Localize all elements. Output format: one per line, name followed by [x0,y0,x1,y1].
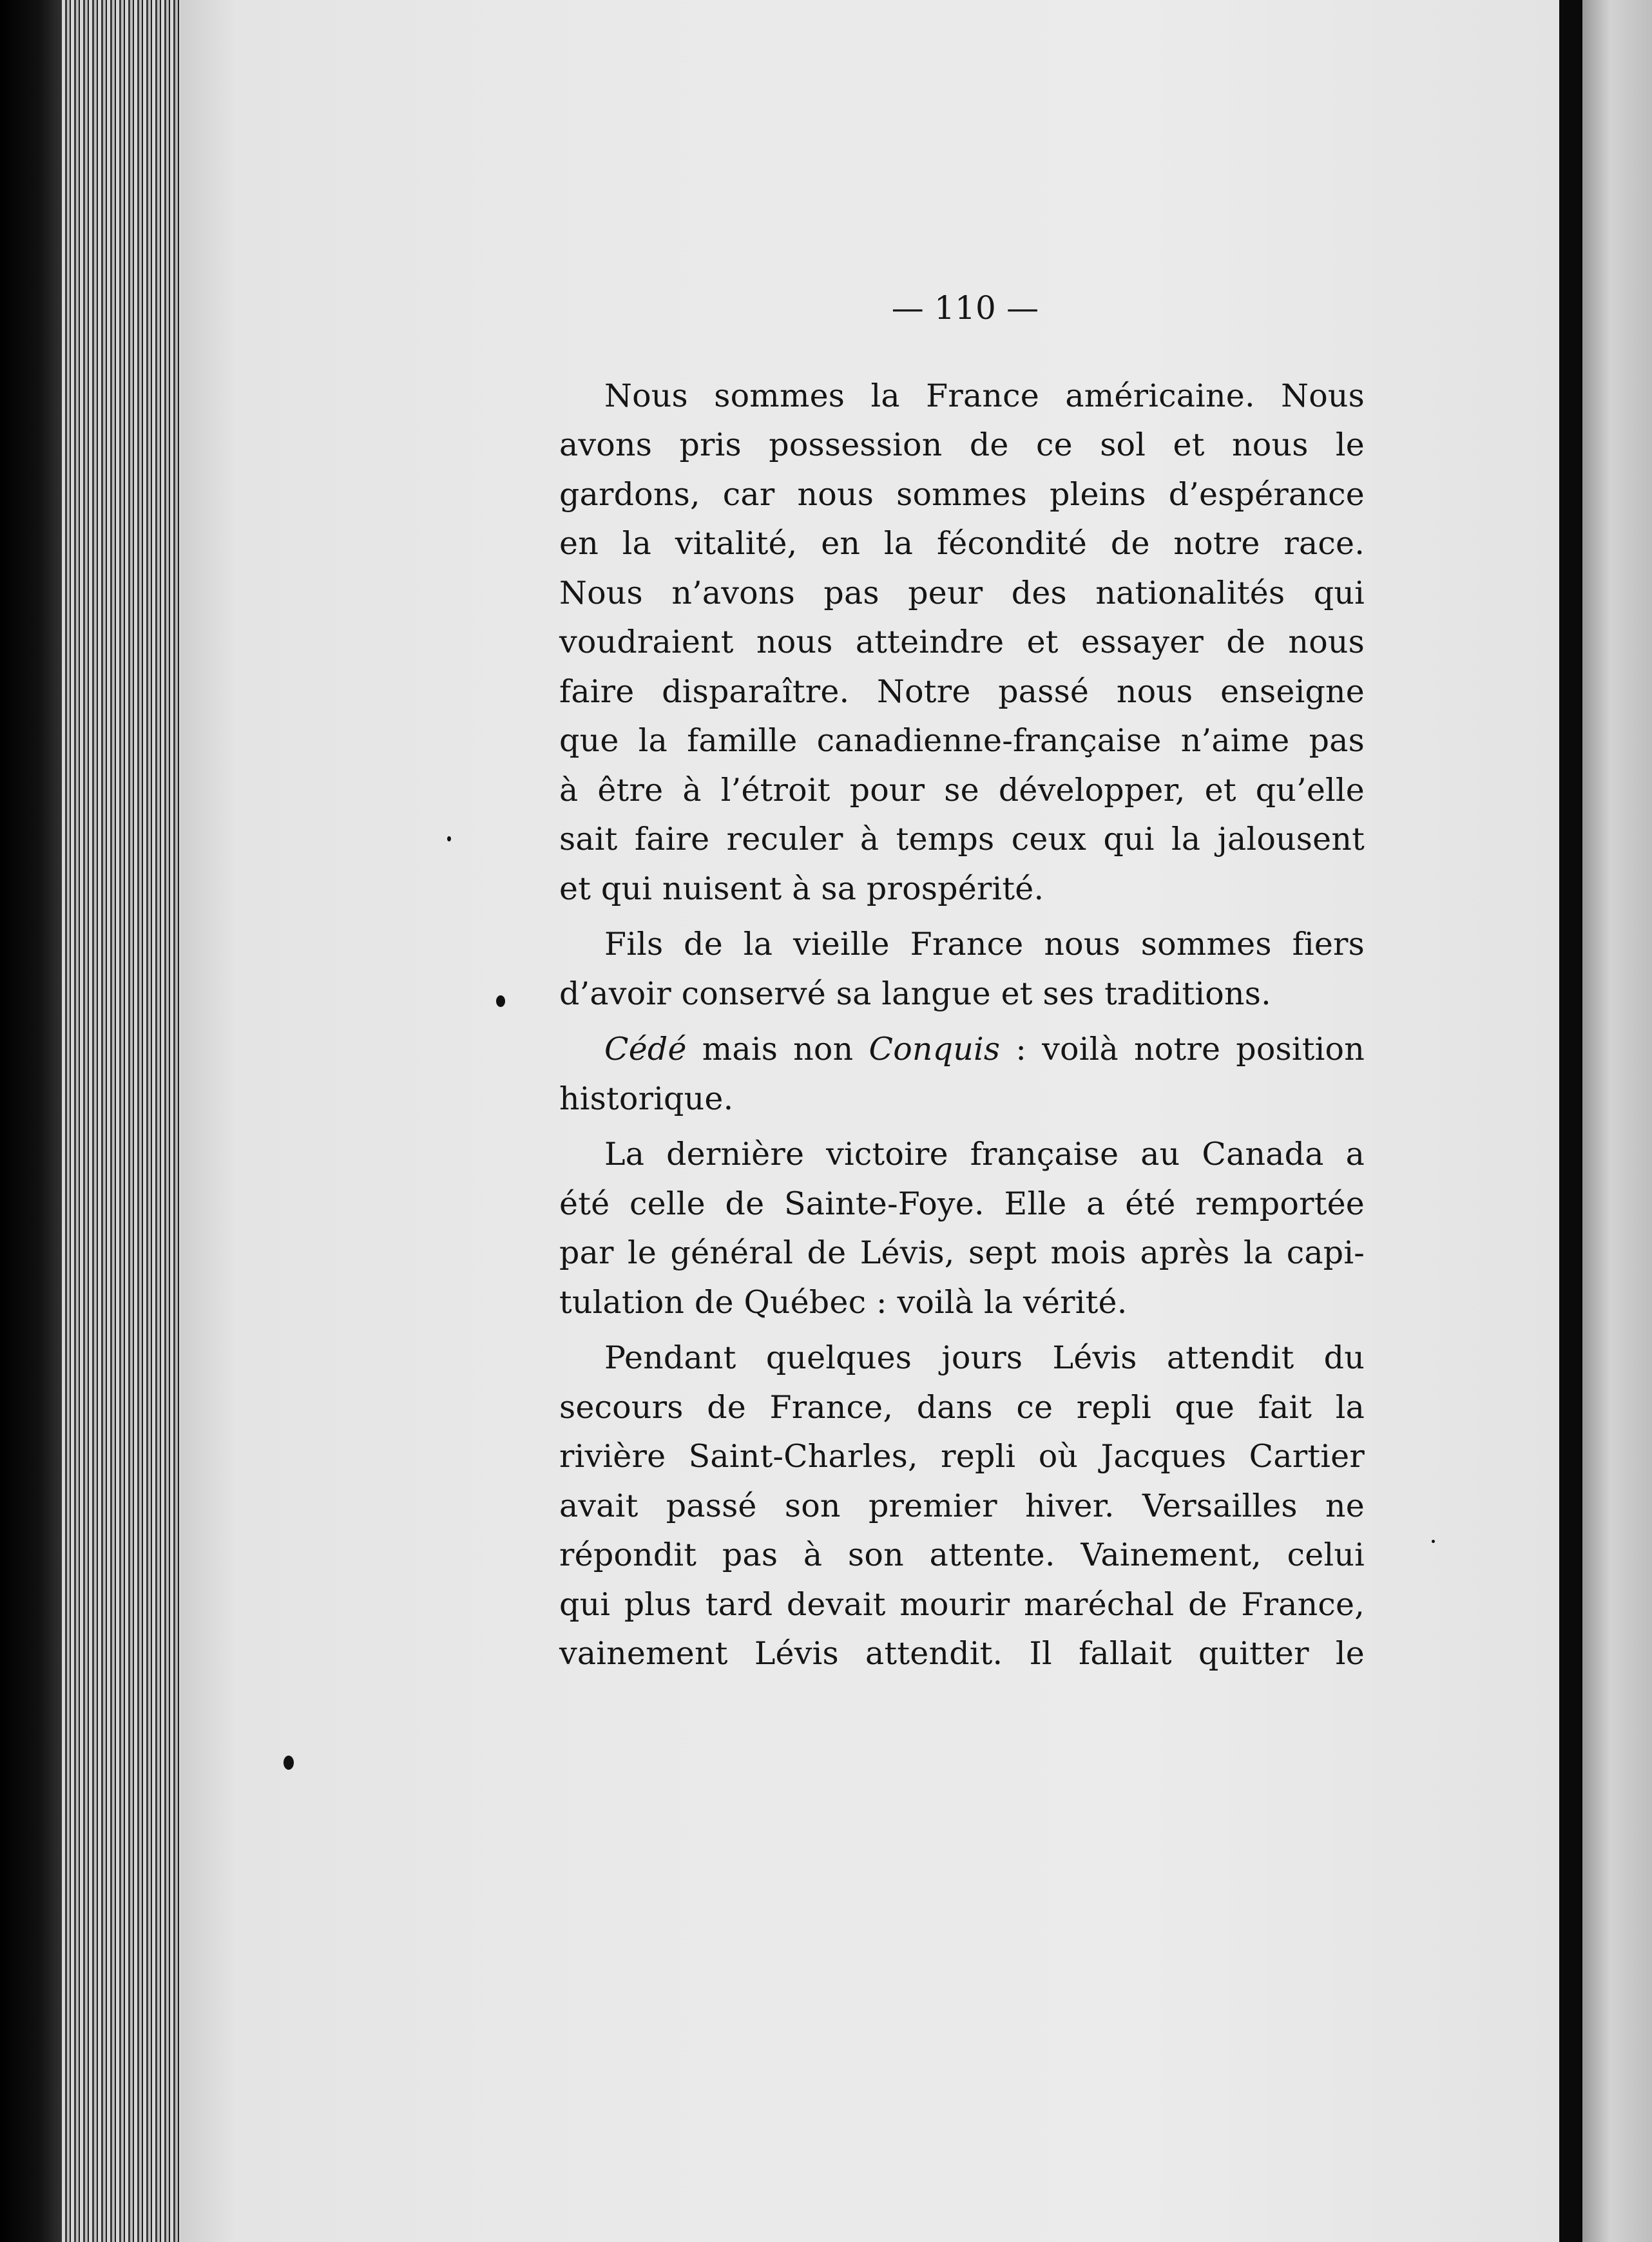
page-edges [62,0,184,2242]
text-line: vainement Lévis attendit. Il fallait quitter le [559,1635,1365,1672]
paragraph-2 [559,920,1365,1019]
text-line: sait faire reculer à temps ceux qui la jalousent [559,821,1365,858]
text-line: historique. [559,1080,734,1117]
text-line: et qui nuisent à sa prospérité. [559,870,1044,907]
text-line: tulation de Québec : voilà la vérité. [559,1283,1128,1321]
text-line: d’avoir conservé sa langue et ses traditions. [559,975,1271,1012]
right-fold [1559,0,1582,2242]
page-number: — 110 — [891,289,1039,327]
text-line: faire disparaître. Notre passé nous enseigne [559,673,1365,710]
text-line [559,1025,1365,1075]
text-line: rivière Saint-Charles, repli où Jacques Cartier [559,1438,1365,1475]
scan-speck [283,1756,294,1770]
text-line: par le général de Lévis, sept mois après la capi- [559,1234,1365,1271]
paragraph-5 [559,1334,1365,1679]
facing-page-edge [1582,0,1652,2242]
text-line: voudraient nous atteindre et essayer de nous [559,624,1365,660]
text-line: secours de France, dans ce repli que fait la [559,1388,1365,1426]
text-line: La dernière victoire française au Canada a [604,1136,1365,1173]
text-fragment: : voilà notre position [1000,1031,1365,1068]
text-line: Pendant quelques jours Lévis attendit du [604,1339,1365,1376]
text-line: à être à l’étroit pour se développer, et qu’elle [559,771,1365,809]
scan-speck [496,995,505,1007]
text-line: répondit pas à son attente. Vainement, celui [559,1537,1365,1573]
italic-text: Cédé [604,1031,687,1068]
text-line: été celle de Sainte-Foye. Elle a été remportée [559,1185,1365,1222]
text-line: Fils de la vieille France nous sommes fiers [604,926,1365,963]
text-line: Nous n’avons pas peur des nationalités qui [559,574,1365,611]
text-line: Nous sommes la France américaine. Nous [604,377,1365,414]
text-fragment: mais non [686,1031,869,1068]
text-line: que la famille canadienne-française n’aime pas [559,722,1365,759]
paragraph-3 [559,1025,1365,1124]
scan-speck [447,836,451,841]
paragraph-4 [559,1130,1365,1327]
text-line: en la vitalité, en la fécondité de notre race. [559,525,1365,562]
text-line: qui plus tard devait mourir maréchal de France, [559,1586,1365,1623]
paragraph-1 [559,372,1365,914]
text-block [559,283,1365,1685]
text-line: avons pris possession de ce sol et nous le [559,426,1365,463]
text-line: gardons, car nous sommes pleins d’espérance [559,475,1365,513]
italic-text: Conquis [869,1031,1001,1068]
scan-speck [1432,1540,1435,1543]
text-line: avait passé son premier hiver. Versailles ne [559,1487,1365,1524]
gutter-shadow [0,0,71,2242]
